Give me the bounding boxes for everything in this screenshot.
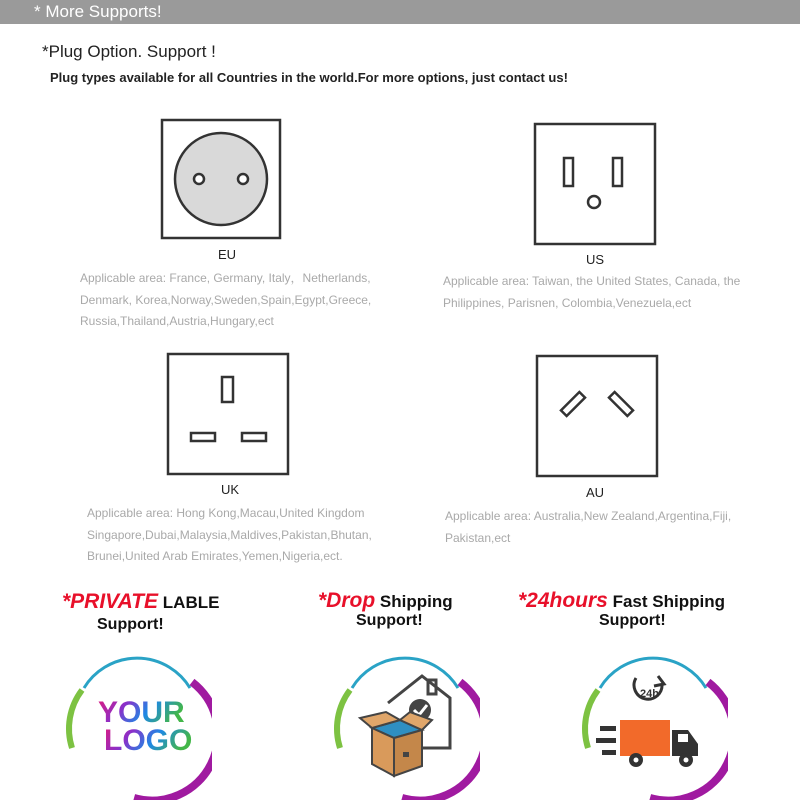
us-applicable-area: Applicable area: Taiwan, the United States, Canada, the Philippines, Parisnen, Colombia,Venezuela,ect — [443, 274, 741, 310]
your-logo-badge — [62, 648, 212, 800]
eu-applicable-area: Applicable area: France, Germany, Italy，Netherlands, Denmark, Korea,Norway,Sweden,Spain,Egypt,Greece, Russia,Thailand,Austria,Hungary,ect — [80, 271, 372, 328]
fast-shipping-truck-icon — [578, 648, 728, 800]
eu-socket-icon — [160, 118, 282, 240]
us-label: US — [585, 252, 605, 267]
top-banner — [0, 0, 800, 24]
drop-shipping-box-icon — [330, 648, 480, 800]
au-socket-icon — [535, 354, 659, 478]
uk-applicable-area: Applicable area: Hong Kong,Macau,United Kingdom Singapore,Dubai,Malaysia,Maldives,Pakistan,Bhutan, Brunei,United Arab Emirates,Yemen,Nigeria,ect. — [87, 506, 372, 563]
uk-label: UK — [220, 482, 240, 497]
eu-label: EU — [217, 247, 237, 262]
us-socket-icon — [533, 122, 657, 246]
drop-shipping-support: Support! — [356, 612, 423, 629]
au-applicable-area: Applicable area: Australia,New Zealand,Argentina,Fiji, Pakistan,ect — [445, 509, 732, 545]
fast-shipping-support: Support! — [599, 612, 666, 629]
plug-option-subheading: Plug types available for all Countries in the world.For more options, just contact us! — [50, 70, 568, 85]
private-label-support: Support! — [97, 616, 164, 633]
banner-title: * More Supports! — [34, 2, 162, 21]
plug-option-heading: *Plug Option. Support ! — [42, 42, 216, 61]
uk-socket-icon — [166, 352, 290, 476]
fast-shipping-title: *24hours Fast Shipping — [518, 589, 725, 612]
private-label-title: *PRIVATE LABLE — [62, 590, 220, 613]
logo-text-logo: LOGO — [104, 724, 193, 757]
logo-text-your: YOUR — [98, 696, 185, 729]
au-label: AU — [585, 485, 605, 500]
drop-shipping-title: *Drop Shipping — [318, 589, 453, 612]
clock-24h-label: 24h — [640, 688, 659, 700]
